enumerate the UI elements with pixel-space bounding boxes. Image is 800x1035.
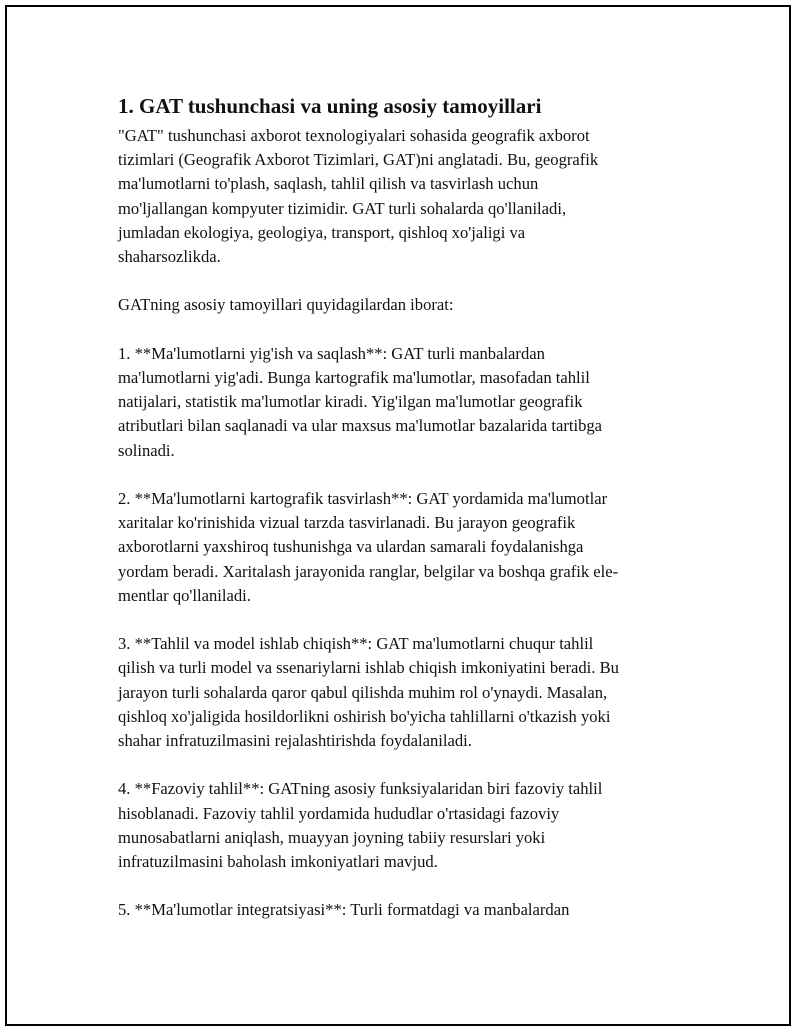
paragraph-line: mo'ljallangan kompyuter tizimidir. GAT turli sohalarda qo'llaniladi, <box>118 198 567 218</box>
paragraph-line: atributlari bilan saqlanadi va ular maxsus ma'lumotlar bazalarida tartibga <box>118 416 603 436</box>
section-heading: 1. GAT tushunchasi va uning asosiy tamoyillari <box>118 94 542 118</box>
paragraph-line: "GAT" tushunchasi axborot texnologiyalari sohasida geografik axborot <box>118 126 590 145</box>
paragraph-line: 4. **Fazoviy tahlil**: GATning asosiy funksiyalaridan biri fazoviy tahlil <box>118 779 603 799</box>
paragraph-line: 2. **Ma'lumotlarni kartografik tasvirlash**: GAT yordamida ma'lumotlar <box>118 489 608 508</box>
paragraph-line: shaharsozlikda. <box>118 247 221 267</box>
paragraph <box>118 632 678 753</box>
paragraph-line: infratuzilmasini baholash imkoniyatlari mavjud. <box>118 852 438 872</box>
paragraph <box>118 898 678 922</box>
paragraph-line: 5. **Ma'lumotlar integratsiyasi**: Turli formatdagi va manbalardan <box>118 900 570 920</box>
paragraph-line: jumladan ekologiya, geologiya, transport, qishloq xo'jaligi va <box>118 222 526 242</box>
document-body <box>118 92 678 947</box>
paragraph-line: solinadi. <box>118 440 175 460</box>
paragraph-line: qilish va turli model va ssenariylarni ishlab chiqish imkoniyatini beradi. Bu <box>118 658 619 678</box>
paragraph <box>118 124 678 269</box>
paragraph-line: qishloq xo'jaligida hosildorlikni oshirish bo'yicha tahlillarni o'tkazish yoki <box>118 706 611 726</box>
paragraph-list <box>118 124 678 923</box>
paragraph <box>118 293 678 317</box>
paragraph-line: hisoblanadi. Fazoviy tahlil yordamida hududlar o'rtasidagi fazoviy <box>118 803 560 823</box>
paragraph-line: munosabatlarni aniqlash, muayyan joyning tabiiy resurslari yoki <box>118 827 546 847</box>
paragraph-line: shahar infratuzilmasini rejalashtirishda foydalaniladi. <box>118 731 472 751</box>
paragraph-line: GATning asosiy tamoyillari quyidagilardan iborat: <box>118 295 454 315</box>
paragraph <box>118 487 678 608</box>
paragraph-line: yordam beradi. Xaritalash jarayonida ranglar, belgilar va boshqa grafik ele- <box>118 561 619 581</box>
paragraph-line: tizimlari (Geografik Axborot Tizimlari, GAT)ni anglatadi. Bu, geografik <box>118 150 599 170</box>
paragraph-line: 3. **Tahlil va model ishlab chiqish**: GAT ma'lumotlarni chuqur tahlil <box>118 634 594 654</box>
paragraph-line: xaritalar ko'rinishida vizual tarzda tasvirlanadi. Bu jarayon geografik <box>118 513 576 533</box>
paragraph-line: 1. **Ma'lumotlarni yig'ish va saqlash**: GAT turli manbalardan <box>118 343 545 363</box>
paragraph-line: jarayon turli sohalarda qaror qabul qilishda muhim rol o'ynaydi. Masalan, <box>118 682 608 702</box>
paragraph-line: ma'lumotlarni yig'adi. Bunga kartografik ma'lumotlar, masofadan tahlil <box>118 368 590 387</box>
paragraph-line: mentlar qo'llaniladi. <box>118 585 251 605</box>
paragraph <box>118 777 678 874</box>
paragraph-line: ma'lumotlarni to'plash, saqlash, tahlil qilish va tasvirlash uchun <box>118 174 539 194</box>
paragraph-line: natijalari, statistik ma'lumotlar kiradi. Yig'ilgan ma'lumotlar geografik <box>118 392 583 412</box>
paragraph-line: axborotlarni yaxshiroq tushunishga va ulardan samarali foydalanishga <box>118 537 584 557</box>
paragraph <box>118 342 678 463</box>
